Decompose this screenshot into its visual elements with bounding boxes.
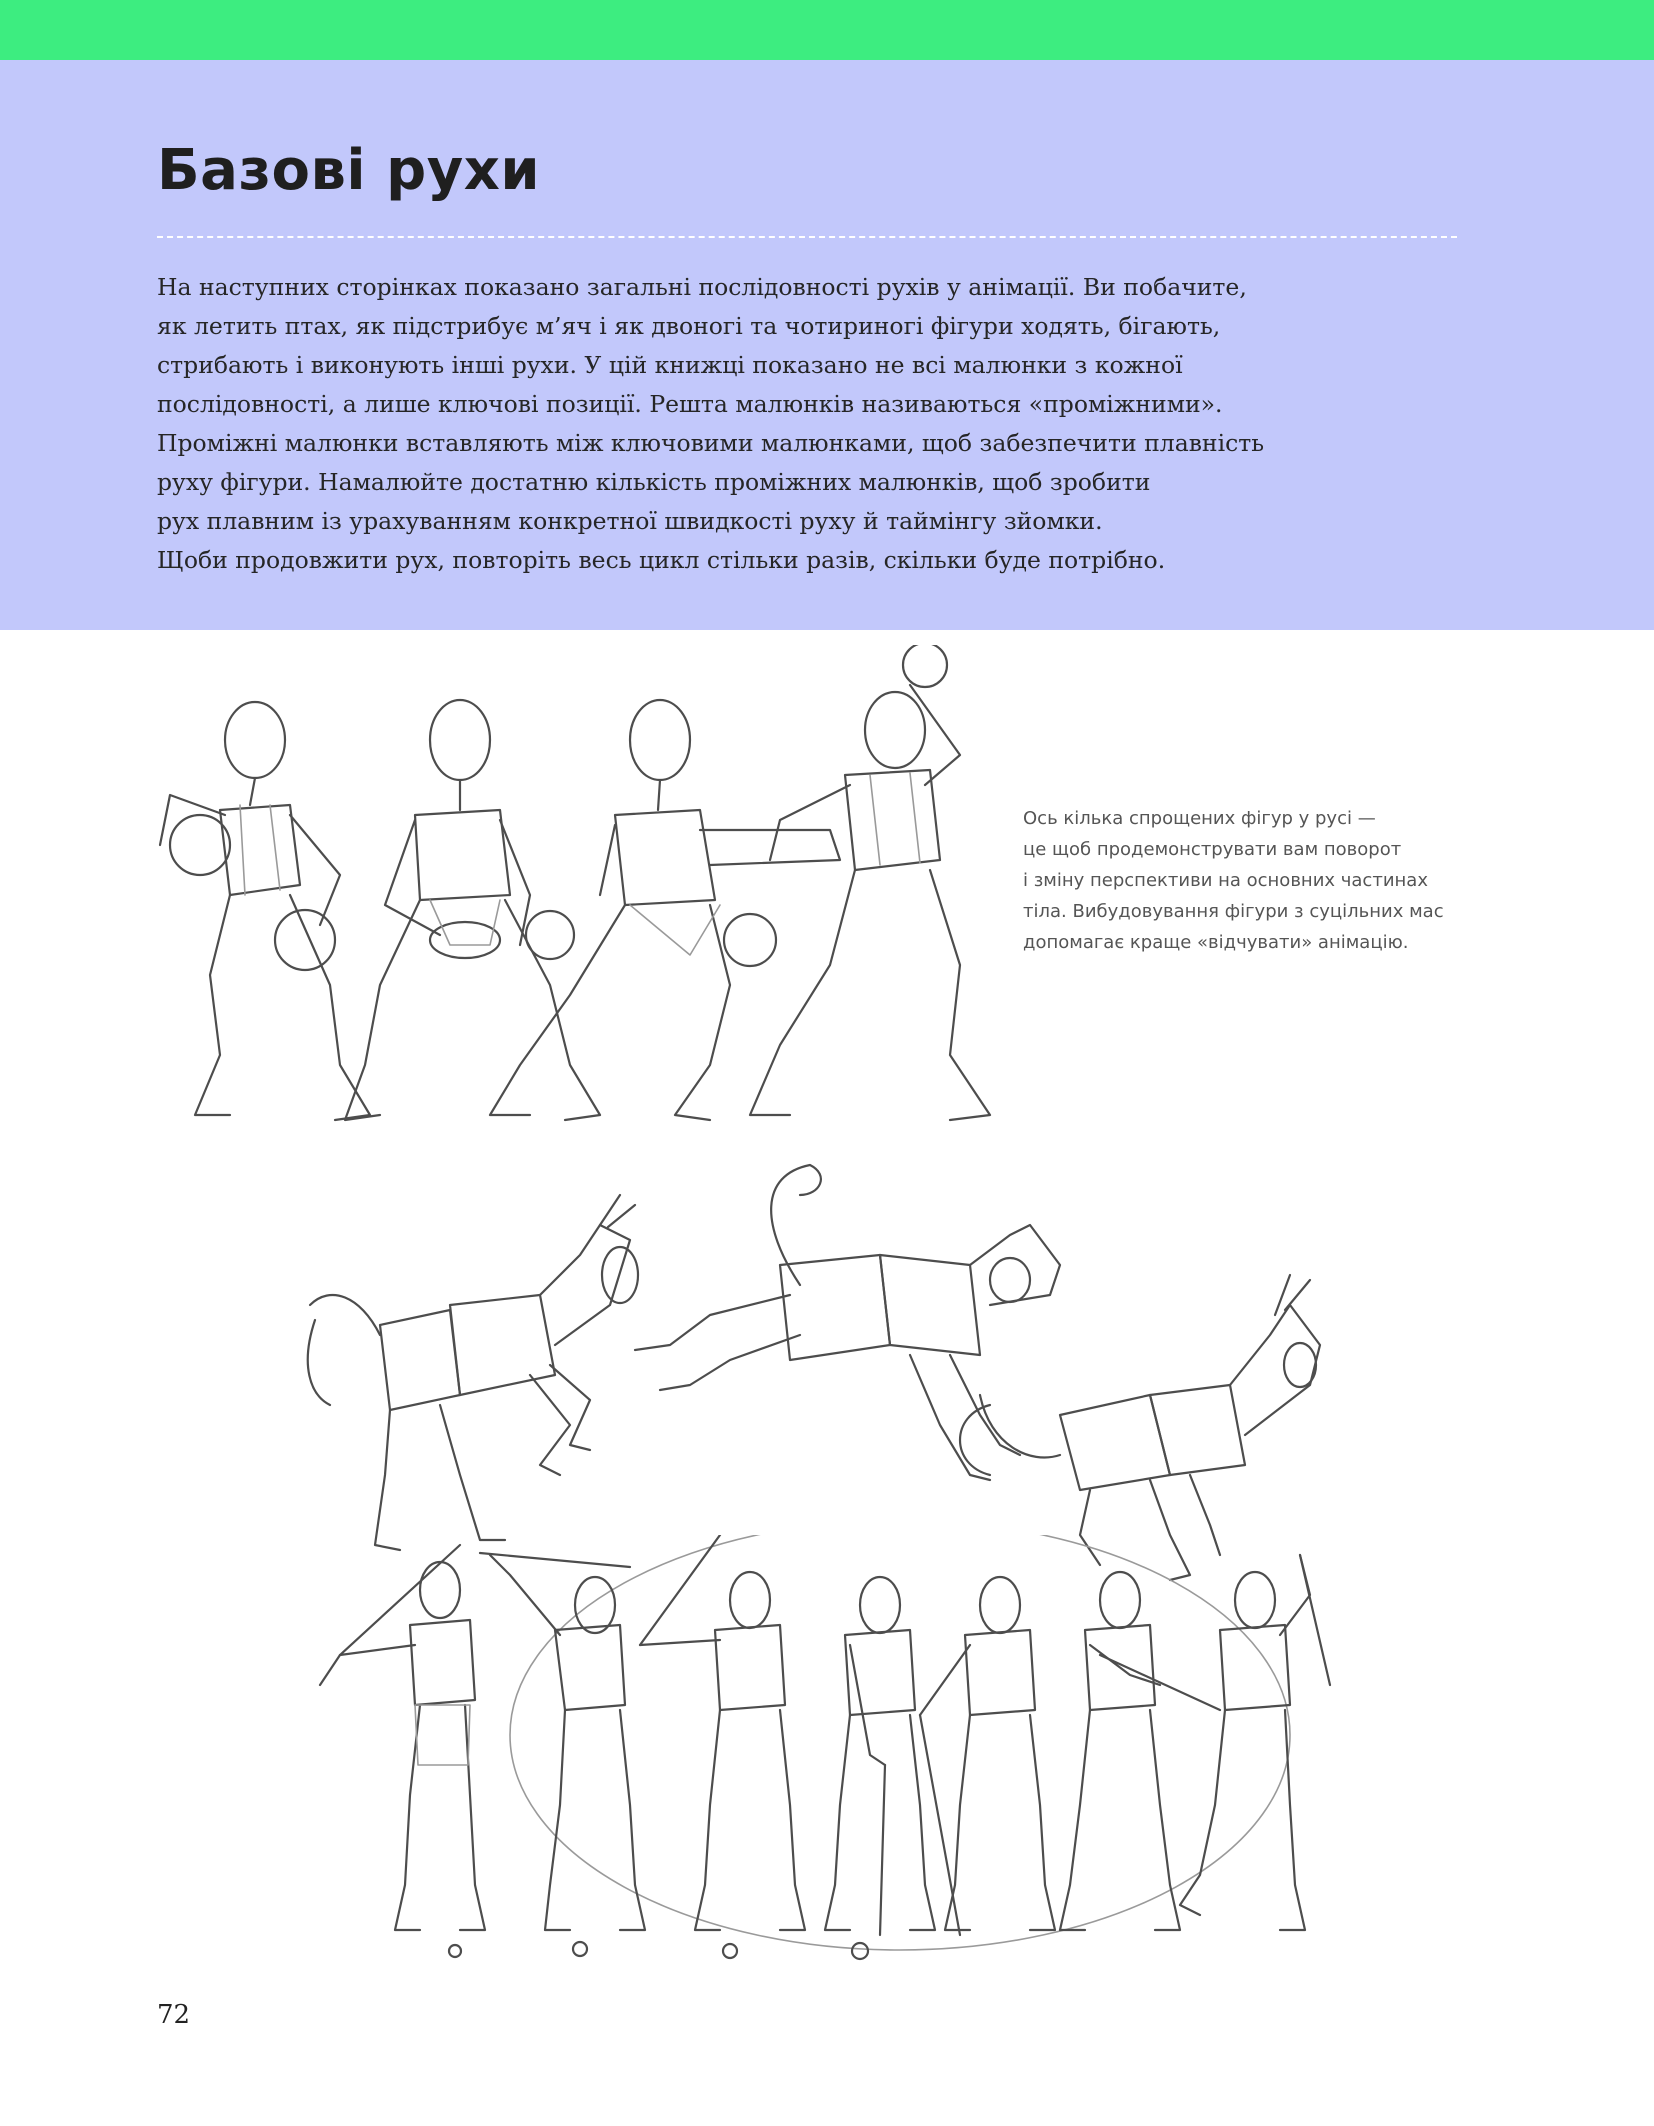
golfer-figure [480,1553,645,1930]
intro-paragraph [157,268,1417,580]
basketball-figure [345,700,600,1120]
horse-jump-sequence [290,1145,1340,1585]
golf-ball-icon [723,1944,737,1958]
intro-line: Щоби продовжити рух, повторіть весь цикл стільки разів, скільки буде потрібно. [157,546,1166,574]
horse-figure [308,1195,638,1550]
intro-line: руху фігури. Намалюйте достатню кількість проміжних малюнків, щоб зробити [157,468,1151,496]
basketball-figure [490,700,840,1120]
golfer-figure [920,1577,1055,1935]
golfer-figure [1180,1555,1330,1930]
golf-ball-icon [852,1943,868,1959]
golfer-figure [1060,1572,1220,1930]
golf-ball-icon [449,1945,461,1957]
intro-line: Проміжні малюнки вставляють між ключовими малюнками, щоб забезпечити плавність [157,429,1265,457]
golfer-figure [640,1535,805,1930]
caption-line: Ось кілька спрощених фігур у русі — [1023,808,1376,829]
page-number: 72 [157,2000,191,2030]
figure-caption [1023,803,1493,958]
basketball-figure [750,645,990,1120]
intro-line: стрибають і виконують інші рухи. У цій книжці показано не всі малюнки з кожної [157,351,1183,379]
golfer-figure [825,1577,935,1935]
golf-ball-icon [573,1942,587,1956]
top-accent-bar [0,0,1654,60]
page-title: Базові рухи [157,138,541,203]
intro-line: На наступних сторінках показано загальні послідовності рухів у анімації. Ви побачите, [157,273,1247,301]
basketball-figure [160,702,370,1120]
caption-line: допомагає краще «відчувати» анімацію. [1023,932,1409,953]
golf-swing-sequence [300,1535,1340,1975]
basketball-dribble-sequence [130,645,1000,1155]
caption-line: і зміну перспективи на основних частинах [1023,870,1428,891]
caption-line: тіла. Вибудовування фігури з суцільних мас [1023,901,1444,922]
intro-line: рух плавним із урахуванням конкретної швидкості руху й таймінгу зйомки. [157,507,1103,535]
caption-line: це щоб продемонструвати вам поворот [1023,839,1402,860]
intro-line: послідовності, а лише ключові позиції. Решта малюнків називаються «проміжними». [157,390,1223,418]
golfer-figure [320,1545,485,1930]
dashed-divider [157,236,1457,238]
intro-line: як летить птах, як підстрибує м’яч і як двоногі та чотириногі фігури ходять, бігають, [157,312,1221,340]
